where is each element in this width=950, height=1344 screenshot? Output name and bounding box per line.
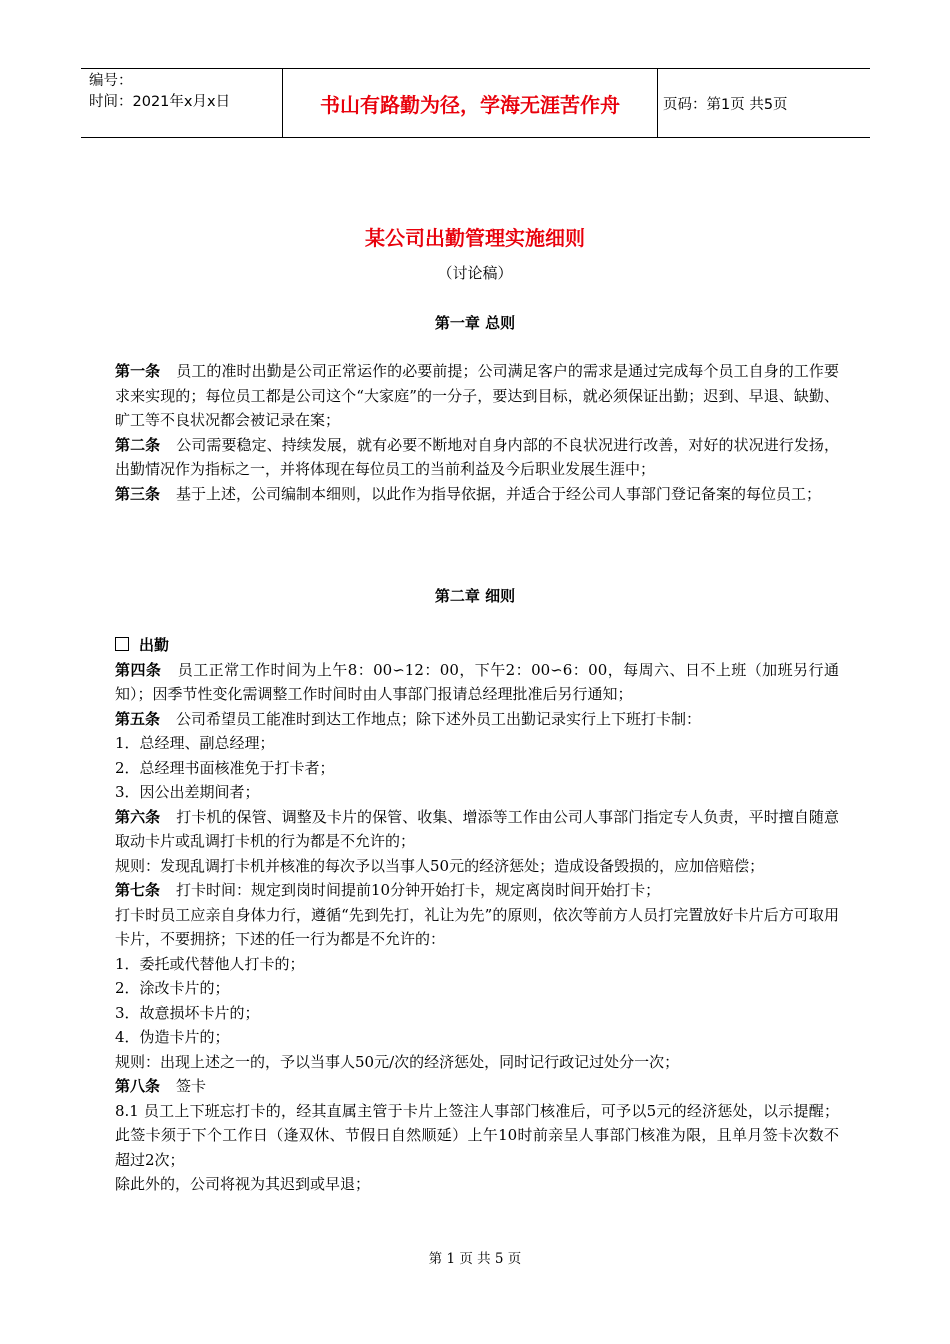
article-text: 公司希望员工能准时到达工作地点；除下述外员工出勤记录实行上下班打卡制： <box>176 709 702 728</box>
article-label: 第八条 <box>115 1077 161 1095</box>
article-4 <box>115 658 839 707</box>
doc-number-label: 编号： <box>89 73 133 89</box>
section-title: 出勤 <box>139 636 170 654</box>
page-header <box>81 68 870 138</box>
article-8-1: 8.1 员工上下班忘打卡的，经其直属主管于卡片上签注人事部门核准后，可予以5元的经济惩处，以示提醒；此签卡须于下个工作日（逢双休、节假日自然顺延）上午10时前亲呈人事部门核准为限，且单月签卡次数不超过2次； <box>115 1101 839 1169</box>
article-1 <box>115 359 839 433</box>
article-text: 员工的准时出勤是公司正常运作的必要前提；公司满足客户的需求是通过完成每个员工自身的工作要求来实现的；每位员工都是公司这个“大家庭”的一分子，要达到目标，就必须保证出勤；迟到、早退、缺勤、旷工等不良状况都会被记录在案； <box>115 362 839 429</box>
article-7 <box>115 878 839 903</box>
article-6-rule: 规则：发现乱调打卡机并核准的每次予以当事人50元的经济惩处；造成设备毁损的，应加倍赔偿； <box>115 856 765 875</box>
section-heading-attendance <box>115 633 839 658</box>
doc-time-label: 时间：2021年x月x日 <box>89 94 231 110</box>
chapter-2-body <box>115 633 839 1197</box>
article-3 <box>115 482 839 507</box>
article-text: 打卡时间：规定到岗时间提前10分钟开始打卡，规定离岗时间开始打卡； <box>176 881 661 899</box>
chapter-1-body <box>115 359 839 506</box>
list-item: 1．委托或代替他人打卡的； <box>115 954 305 973</box>
header-page-info: 页码：第1页 共5页 <box>663 96 788 113</box>
article-label: 第一条 <box>115 362 161 380</box>
list-item: 2．总经理书面核准免于打卡者； <box>115 758 335 777</box>
page-footer: 第 1 页 共 5 页 <box>428 1251 522 1267</box>
article-2 <box>115 433 839 482</box>
article-7-text: 打卡时员工应亲自身体力行，遵循“先到先打，礼让为先”的原则，依次等前方人员打完置放好卡片后方可取用卡片，不要拥挤；下述的任一行为都是不允许的： <box>115 905 839 948</box>
article-text: 公司需要稳定、持续发展，就有必要不断地对自身内部的不良状况进行改善，对好的状况进行发扬，出勤情况作为指标之一，并将体现在每位员工的当前利益及今后职业发展生涯中； <box>115 435 839 478</box>
article-8-note: 除此外的，公司将视为其迟到或早退； <box>115 1175 371 1193</box>
article-7-rule: 规则：出现上述之一的，予以当事人50元/次的经济惩处，同时记行政记过处分一次； <box>115 1052 680 1071</box>
checkbox-square-icon <box>115 637 129 651</box>
article-6 <box>115 805 839 854</box>
article-5 <box>115 707 839 732</box>
list-item: 3．故意损坏卡片的； <box>115 1003 260 1022</box>
article-text: 打卡机的保管、调整及卡片的保管、收集、增添等工作由公司人事部门指定专人负责，平时擅自随意取动卡片或乱调打卡机的行为都是不允许的； <box>115 807 839 850</box>
header-meta <box>81 69 283 137</box>
list-item: 1．总经理、副总经理； <box>115 734 275 752</box>
article-label: 第四条 <box>115 660 162 679</box>
list-item: 3．因公出差期间者； <box>115 783 260 801</box>
article-label: 第二条 <box>115 435 161 454</box>
document-subtitle: （讨论稿） <box>437 264 513 282</box>
article-text: 基于上述，公司编制本细则，以此作为指导依据，并适合于经公司人事部门登记备案的每位员工； <box>176 484 822 503</box>
list-item: 2．涂改卡片的； <box>115 979 230 997</box>
article-label: 第六条 <box>115 807 161 826</box>
article-text: 签卡 <box>176 1077 207 1095</box>
chapter-1-heading: 第一章 总则 <box>434 314 516 332</box>
article-label: 第三条 <box>115 484 161 503</box>
article-label: 第五条 <box>115 709 161 728</box>
article-label: 第七条 <box>115 881 161 899</box>
header-motto: 书山有路勤为径，学海无涯苦作舟 <box>283 69 658 137</box>
chapter-2-heading: 第二章 细则 <box>434 587 516 605</box>
list-item: 4．伪造卡片的； <box>115 1028 230 1046</box>
article-text: 员工正常工作时间为上午8：00∽12：00，下午2：00∽6：00，每周六、日不上班（加班另行通知）；因季节性变化需调整工作时间时由人事部门报请总经理批准后另行通知； <box>115 660 839 703</box>
document-title: 某公司出勤管理实施细则 <box>365 226 585 250</box>
article-8 <box>115 1074 839 1099</box>
